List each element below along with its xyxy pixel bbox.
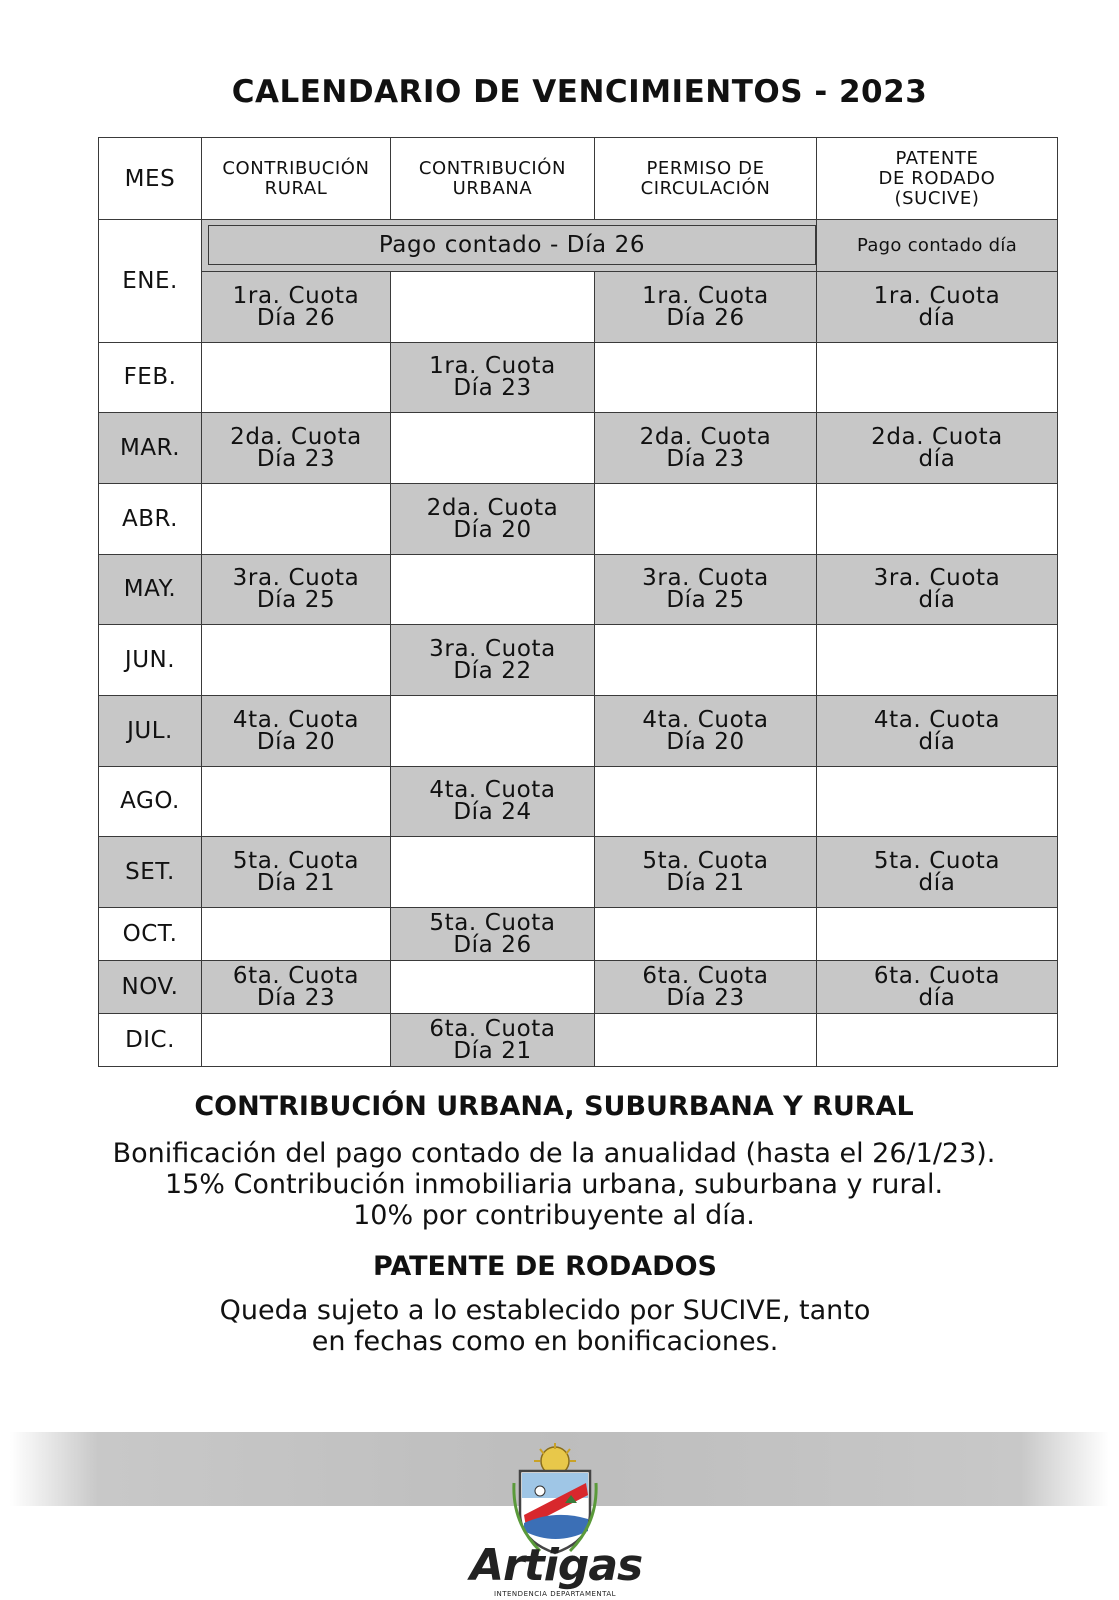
cuota-label: 5ta. Cuota: [642, 848, 769, 875]
header-urbana-line: URBANA: [452, 177, 533, 199]
cuota-label: 4ta. Cuota: [429, 777, 556, 804]
header-rural-line: CONTRIBUCIÓN: [222, 157, 370, 179]
patente-cell: [817, 960, 1058, 1013]
brand-subtitle: INTENDENCIA DEPARTAMENTAL: [493, 1590, 617, 1598]
pago-sucive-cell: Pago contado día: [817, 220, 1058, 272]
header-permiso: [595, 138, 817, 220]
cuota-label: 1ra. Cuota: [429, 353, 556, 380]
urbana-cell: [391, 483, 595, 554]
urbana-cell: [391, 907, 595, 960]
month-cell: ENE.: [99, 220, 202, 343]
cuota-label: 4ta. Cuota: [232, 706, 360, 733]
table-row: [99, 413, 1058, 484]
permiso-cell: [595, 1013, 817, 1066]
header-permiso-line: PERMISO DE: [646, 157, 765, 179]
rural-cell: [202, 271, 391, 342]
patente-cell: [817, 483, 1058, 554]
table-row: [99, 342, 1058, 413]
table-row: [99, 625, 1058, 696]
urbana-cell: [391, 413, 595, 484]
cuota-day: día: [918, 984, 956, 1011]
permiso-cell: [595, 342, 817, 413]
cuota-label: 4ta. Cuota: [873, 706, 1001, 733]
header-rural: [202, 138, 391, 220]
header-row: [99, 138, 1058, 220]
cuota-day: Día 24: [453, 799, 532, 826]
month-cell: MAR.: [99, 413, 202, 484]
cuota-day: Día 26: [666, 304, 745, 331]
rural-cell: [202, 695, 391, 766]
urbana-cell: [391, 766, 595, 837]
rural-cell: [202, 837, 391, 908]
cuota-label: 3ra. Cuota: [429, 636, 556, 663]
cuota-day: Día 23: [256, 446, 336, 473]
calendar-table: [98, 137, 1058, 1067]
patente-cell: [817, 766, 1058, 837]
cuota-label: 6ta. Cuota: [232, 962, 360, 989]
cuota-day: Día 23: [666, 446, 745, 473]
patente-cell: [817, 413, 1058, 484]
pago-contado-cell: [202, 220, 817, 272]
month-cell: JUL.: [99, 695, 202, 766]
cuota-day: día: [918, 446, 956, 473]
urbana-cell: [391, 1013, 595, 1066]
pago-contado-box: Pago contado - Día 26: [208, 225, 816, 265]
header-mes: MES: [99, 138, 202, 220]
rural-cell: [202, 1013, 391, 1066]
rural-cell: [202, 483, 391, 554]
cuota-label: 1ra. Cuota: [873, 282, 1001, 309]
permiso-cell: [595, 837, 817, 908]
cuota-day: Día 23: [453, 375, 532, 402]
header-permiso-line: CIRCULACIÓN: [640, 177, 771, 199]
patente-cell: [817, 271, 1058, 342]
header-patente: [817, 138, 1058, 220]
table-row: [99, 960, 1058, 1013]
cuota-label: 2da. Cuota: [230, 424, 362, 451]
patente-cell: [817, 695, 1058, 766]
cuota-label: 3ra. Cuota: [873, 565, 1001, 592]
patente-cell: [817, 554, 1058, 625]
cuota-day: Día 22: [453, 658, 532, 685]
table-row: [99, 695, 1058, 766]
table-row: [99, 907, 1058, 960]
cuota-label: 1ra. Cuota: [642, 282, 769, 309]
permiso-cell: [595, 554, 817, 625]
contribucion-text: [0, 1138, 1108, 1231]
cuota-day: día: [918, 304, 956, 331]
permiso-cell: [595, 625, 817, 696]
cuota-day: Día 26: [453, 931, 532, 958]
cuota-label: 4ta. Cuota: [642, 706, 769, 733]
month-cell: MAY.: [99, 554, 202, 625]
contribucion-line: 10% por contribuyente al día.: [353, 1200, 755, 1231]
permiso-cell: [595, 695, 817, 766]
patente-cell: [817, 1013, 1058, 1066]
cuota-label: 5ta. Cuota: [429, 909, 556, 936]
contribucion-line: Bonificación del pago contado de la anualidad (hasta el 26/1/23).: [112, 1138, 996, 1169]
cuota-label: 6ta. Cuota: [642, 962, 769, 989]
month-cell: JUN.: [99, 625, 202, 696]
cuota-label: 5ta. Cuota: [232, 848, 360, 875]
rural-cell: [202, 766, 391, 837]
permiso-cell: [595, 766, 817, 837]
brand-logo: Artigas: [470, 1540, 643, 1591]
table-row: [99, 554, 1058, 625]
cuota-label: 2da. Cuota: [426, 494, 559, 521]
urbana-cell: [391, 960, 595, 1013]
month-cell: DIC.: [99, 1013, 202, 1066]
table-row: [99, 837, 1058, 908]
cuota-day: Día 21: [256, 870, 336, 897]
rural-cell: [202, 554, 391, 625]
rural-cell: [202, 907, 391, 960]
cuota-day: Día 23: [256, 984, 336, 1011]
patente-cell: [817, 625, 1058, 696]
permiso-cell: [595, 483, 817, 554]
month-cell: AGO.: [99, 766, 202, 837]
cuota-label: 3ra. Cuota: [232, 565, 360, 592]
patente-cell: [817, 342, 1058, 413]
rural-cell: [202, 342, 391, 413]
cuota-day: Día 20: [453, 516, 532, 543]
patente-cell: [817, 837, 1058, 908]
cuota-day: día: [918, 870, 956, 897]
header-patente-line: PATENTE: [895, 147, 979, 169]
rural-cell: [202, 625, 391, 696]
header-urbana: [391, 138, 595, 220]
cuota-day: Día 20: [666, 728, 745, 755]
month-cell: OCT.: [99, 907, 202, 960]
urbana-cell: [391, 554, 595, 625]
cuota-day: Día 26: [256, 304, 336, 331]
cuota-label: 2da. Cuota: [871, 424, 1003, 451]
header-rural-line: RURAL: [264, 177, 328, 199]
table-row: [99, 483, 1058, 554]
month-cell: FEB.: [99, 342, 202, 413]
patente-line: en fechas como en bonificaciones.: [311, 1326, 779, 1357]
permiso-cell: [595, 413, 817, 484]
patente-line: Queda sujeto a lo establecido por SUCIVE, tanto: [219, 1295, 871, 1326]
patente-title: PATENTE DE RODADOS: [373, 1251, 717, 1282]
cuota-day: Día 21: [666, 870, 745, 897]
cuota-day: día: [918, 587, 956, 614]
header-patente-line: DE RODADO: [878, 167, 996, 189]
contribucion-title: CONTRIBUCIÓN URBANA, SUBURBANA Y RURAL: [194, 1091, 914, 1122]
urbana-cell: [391, 625, 595, 696]
cuota-day: Día 25: [256, 587, 336, 614]
header-urbana-line: CONTRIBUCIÓN: [418, 157, 567, 179]
cuota-day: Día 20: [256, 728, 336, 755]
table-row-january-cuota: [99, 271, 1058, 342]
cuota-day: día: [918, 728, 956, 755]
month-cell: SET.: [99, 837, 202, 908]
urbana-cell: [391, 695, 595, 766]
table-row-january-pago: [99, 220, 1058, 272]
cuota-label: 2da. Cuota: [639, 424, 772, 451]
permiso-cell: [595, 960, 817, 1013]
cuota-label: 5ta. Cuota: [873, 848, 1001, 875]
cuota-day: Día 23: [666, 984, 745, 1011]
table-row: [99, 766, 1058, 837]
cuota-label: 6ta. Cuota: [873, 962, 1001, 989]
cuota-label: 3ra. Cuota: [642, 565, 769, 592]
permiso-cell: [595, 271, 817, 342]
cuota-day: Día 21: [453, 1037, 532, 1064]
urbana-cell: [391, 271, 595, 342]
rural-cell: [202, 413, 391, 484]
cuota-day: Día 25: [666, 587, 745, 614]
permiso-cell: [595, 907, 817, 960]
cuota-label: 1ra. Cuota: [232, 282, 360, 309]
page-title: CALENDARIO DE VENCIMIENTOS - 2023: [231, 74, 928, 110]
header-patente-line: (SUCIVE): [894, 187, 980, 209]
urbana-cell: [391, 837, 595, 908]
rural-cell: [202, 960, 391, 1013]
patente-cell: [817, 907, 1058, 960]
patente-text: [0, 1295, 1090, 1357]
urbana-cell: [391, 342, 595, 413]
table-row: [99, 1013, 1058, 1066]
contribucion-line: 15% Contribución inmobiliaria urbana, suburbana y rural.: [164, 1169, 944, 1200]
cuota-label: 6ta. Cuota: [429, 1015, 556, 1042]
month-cell: ABR.: [99, 483, 202, 554]
month-cell: NOV.: [99, 960, 202, 1013]
